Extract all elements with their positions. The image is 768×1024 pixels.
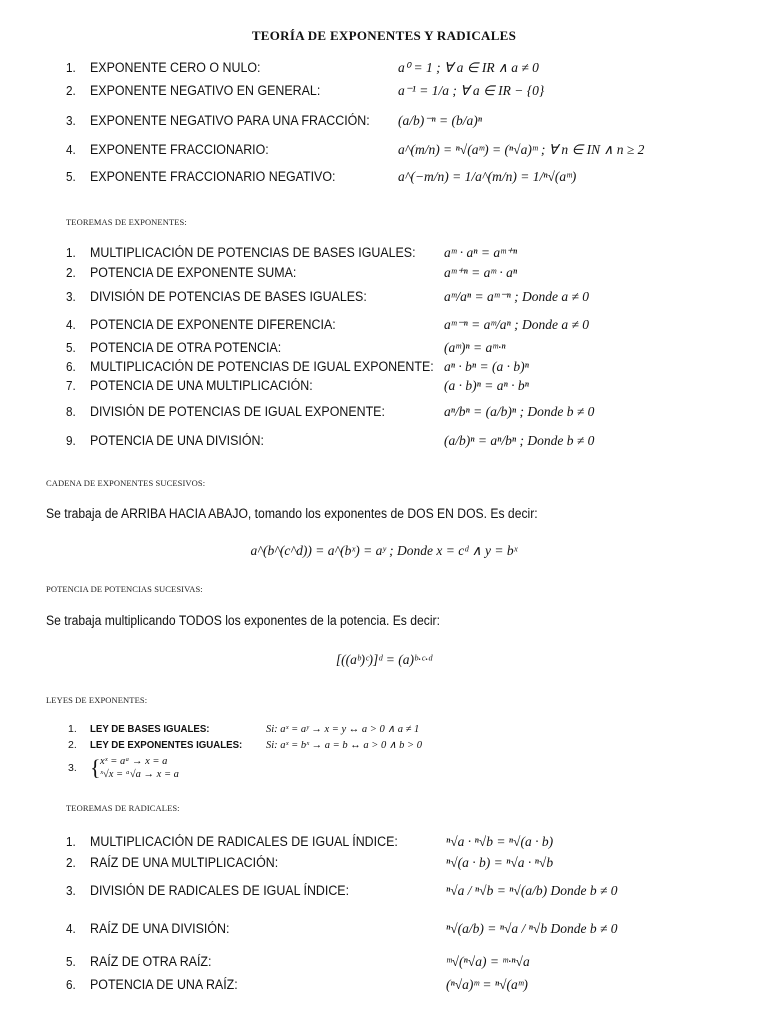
item-label: MULTIPLICACIÓN DE RADICALES DE IGUAL ÍNDICE: bbox=[90, 834, 398, 849]
formula: ⁿ√a · ⁿ√b = ⁿ√(a · b) bbox=[446, 834, 554, 849]
item-number: 5. bbox=[66, 954, 76, 969]
item-number: 1. bbox=[66, 834, 76, 849]
formula: ᵐ√(ⁿ√a) = ᵐ·ⁿ√a bbox=[446, 954, 530, 969]
item-number: 3. bbox=[68, 762, 77, 774]
formula: (aᵐ)ⁿ = aᵐ·ⁿ bbox=[444, 340, 506, 355]
item-number: 5. bbox=[66, 169, 76, 184]
item-label: POTENCIA DE UNA RAÍZ: bbox=[90, 977, 238, 992]
paragraph: Se trabaja de ARRIBA HACIA ABAJO, tomando los exponentes de DOS EN DOS. Es decir: bbox=[46, 506, 538, 521]
theorem-row bbox=[0, 340, 768, 360]
definition-row bbox=[0, 113, 768, 133]
formula: ⁿ√a / ⁿ√b = ⁿ√(a/b) Donde b ≠ 0 bbox=[446, 883, 618, 898]
brace-icon: { bbox=[90, 755, 101, 780]
item-label: LEY DE BASES IGUALES: bbox=[90, 723, 210, 735]
power-formula: [((aᵇ)ᶜ)]ᵈ = (a)ᵇ·ᶜ·ᵈ bbox=[335, 652, 433, 667]
section-heading: TEOREMAS DE RADICALES: bbox=[66, 803, 180, 813]
formula: aⁿ/bⁿ = (a/b)ⁿ ; Donde b ≠ 0 bbox=[444, 404, 595, 419]
item-label: MULTIPLICACIÓN DE POTENCIAS DE BASES IGUALES: bbox=[90, 245, 416, 260]
radical-row bbox=[0, 883, 768, 903]
item-number: 5. bbox=[66, 340, 76, 355]
formula: a⁻¹ = 1/a ; ∀ a ∈ IR − {0} bbox=[398, 83, 545, 98]
item-label: RAÍZ DE UNA MULTIPLICACIÓN: bbox=[90, 855, 279, 870]
item-label: EXPONENTE FRACCIONARIO: bbox=[90, 142, 269, 157]
formula: ⁿ√(a · b) = ⁿ√a · ⁿ√b bbox=[446, 855, 554, 870]
item-label: EXPONENTE NEGATIVO EN GENERAL: bbox=[90, 83, 321, 98]
law-row bbox=[0, 755, 768, 783]
formula: (a/b)ⁿ = aⁿ/bⁿ ; Donde b ≠ 0 bbox=[444, 433, 595, 448]
item-label: POTENCIA DE UNA MULTIPLICACIÓN: bbox=[90, 378, 313, 393]
item-number: 3. bbox=[66, 883, 76, 898]
section-heading: LEYES DE EXPONENTES: bbox=[46, 695, 148, 705]
formula: xˣ = aᵃ → x = a bbox=[100, 756, 168, 767]
definition-row bbox=[0, 83, 768, 103]
item-label: MULTIPLICACIÓN DE POTENCIAS DE IGUAL EXPONENTE: bbox=[90, 359, 434, 374]
item-number: 2. bbox=[68, 739, 77, 751]
item-label: RAÍZ DE UNA DIVISIÓN: bbox=[90, 921, 230, 936]
item-label: DIVISIÓN DE POTENCIAS DE IGUAL EXPONENTE: bbox=[90, 404, 385, 419]
item-number: 4. bbox=[66, 142, 76, 157]
section-heading: CADENA DE EXPONENTES SUCESIVOS: bbox=[46, 478, 206, 488]
theorem-row bbox=[0, 378, 768, 398]
radical-row bbox=[0, 834, 768, 854]
formula: aᵐ⁺ⁿ = aᵐ · aⁿ bbox=[444, 265, 518, 280]
chain-formula: a^(b^(c^d)) = a^(bˣ) = aʸ ; Donde x = cᵈ ∧ y = bˣ bbox=[250, 543, 518, 558]
theorem-row bbox=[0, 359, 768, 379]
item-number: 2. bbox=[66, 855, 76, 870]
item-number: 8. bbox=[66, 404, 76, 419]
item-label: EXPONENTE NEGATIVO PARA UNA FRACCIÓN: bbox=[90, 113, 370, 128]
item-label: DIVISIÓN DE POTENCIAS DE BASES IGUALES: bbox=[90, 289, 367, 304]
item-number: 1. bbox=[68, 723, 77, 735]
theorem-row bbox=[0, 433, 768, 453]
theorem-row bbox=[0, 289, 768, 309]
radical-row bbox=[0, 954, 768, 974]
item-number: 2. bbox=[66, 265, 76, 280]
formula: ˣ√x = ᵃ√a → x = a bbox=[100, 769, 179, 780]
item-number: 4. bbox=[66, 921, 76, 936]
item-number: 6. bbox=[66, 977, 76, 992]
formula: aᵐ · aⁿ = aᵐ⁺ⁿ bbox=[444, 245, 518, 260]
radical-row bbox=[0, 921, 768, 941]
theorem-row bbox=[0, 317, 768, 337]
formula: a^(m/n) = ⁿ√(aᵐ) = (ⁿ√a)ᵐ ; ∀ n ∈ IN ∧ n ≥ 2 bbox=[398, 142, 645, 157]
item-label: EXPONENTE FRACCIONARIO NEGATIVO: bbox=[90, 169, 336, 184]
item-label: DIVISIÓN DE RADICALES DE IGUAL ÍNDICE: bbox=[90, 883, 350, 898]
item-number: 3. bbox=[66, 289, 76, 304]
formula: a⁰ = 1 ; ∀ a ∈ IR ∧ a ≠ 0 bbox=[398, 60, 539, 75]
item-label: EXPONENTE CERO O NULO: bbox=[90, 60, 261, 75]
formula: ⁿ√(a/b) = ⁿ√a / ⁿ√b Donde b ≠ 0 bbox=[446, 921, 618, 936]
item-label: POTENCIA DE OTRA POTENCIA: bbox=[90, 340, 282, 355]
item-number: 1. bbox=[66, 245, 76, 260]
theorem-row bbox=[0, 404, 768, 424]
item-number: 1. bbox=[66, 60, 76, 75]
item-label: LEY DE EXPONENTES IGUALES: bbox=[90, 739, 243, 751]
section-heading: POTENCIA DE POTENCIAS SUCESIVAS: bbox=[46, 584, 203, 594]
formula: (a/b)⁻ⁿ = (b/a)ⁿ bbox=[398, 113, 482, 128]
formula: (ⁿ√a)ᵐ = ⁿ√(aᵐ) bbox=[446, 977, 528, 992]
item-label: RAÍZ DE OTRA RAÍZ: bbox=[90, 954, 212, 969]
definition-row bbox=[0, 169, 768, 189]
item-number: 7. bbox=[66, 378, 76, 393]
radical-row bbox=[0, 855, 768, 875]
formula: aᵐ/aⁿ = aᵐ⁻ⁿ ; Donde a ≠ 0 bbox=[444, 289, 590, 304]
section-heading: TEOREMAS DE EXPONENTES: bbox=[66, 217, 187, 227]
item-number: 6. bbox=[66, 359, 76, 374]
formula: Si: aˣ = bˣ → a = b ↔ a > 0 ∧ b > 0 bbox=[266, 740, 422, 751]
radical-row bbox=[0, 977, 768, 997]
formula: aᵐ⁻ⁿ = aᵐ/aⁿ ; Donde a ≠ 0 bbox=[444, 317, 590, 332]
formula: Si: aˣ = aʸ → x = y ↔ a > 0 ∧ a ≠ 1 bbox=[266, 724, 420, 735]
paragraph: Se trabaja multiplicando TODOS los exponentes de la potencia. Es decir: bbox=[46, 613, 440, 628]
item-number: 4. bbox=[66, 317, 76, 332]
definition-row bbox=[0, 60, 768, 80]
theorem-row bbox=[0, 265, 768, 285]
item-label: POTENCIA DE EXPONENTE DIFERENCIA: bbox=[90, 317, 336, 332]
item-label: POTENCIA DE EXPONENTE SUMA: bbox=[90, 265, 297, 280]
definition-row bbox=[0, 142, 768, 162]
formula: a^(−m/n) = 1/a^(m/n) = 1/ⁿ√(aᵐ) bbox=[398, 169, 577, 184]
item-number: 9. bbox=[66, 433, 76, 448]
page-title: TEORÍA DE EXPONENTES Y RADICALES bbox=[251, 28, 517, 43]
theorem-row bbox=[0, 245, 768, 265]
formula: (a · b)ⁿ = aⁿ · bⁿ bbox=[444, 378, 529, 393]
item-number: 3. bbox=[66, 113, 76, 128]
item-number: 2. bbox=[66, 83, 76, 98]
item-label: POTENCIA DE UNA DIVISIÓN: bbox=[90, 433, 264, 448]
formula: aⁿ · bⁿ = (a · b)ⁿ bbox=[444, 359, 529, 374]
